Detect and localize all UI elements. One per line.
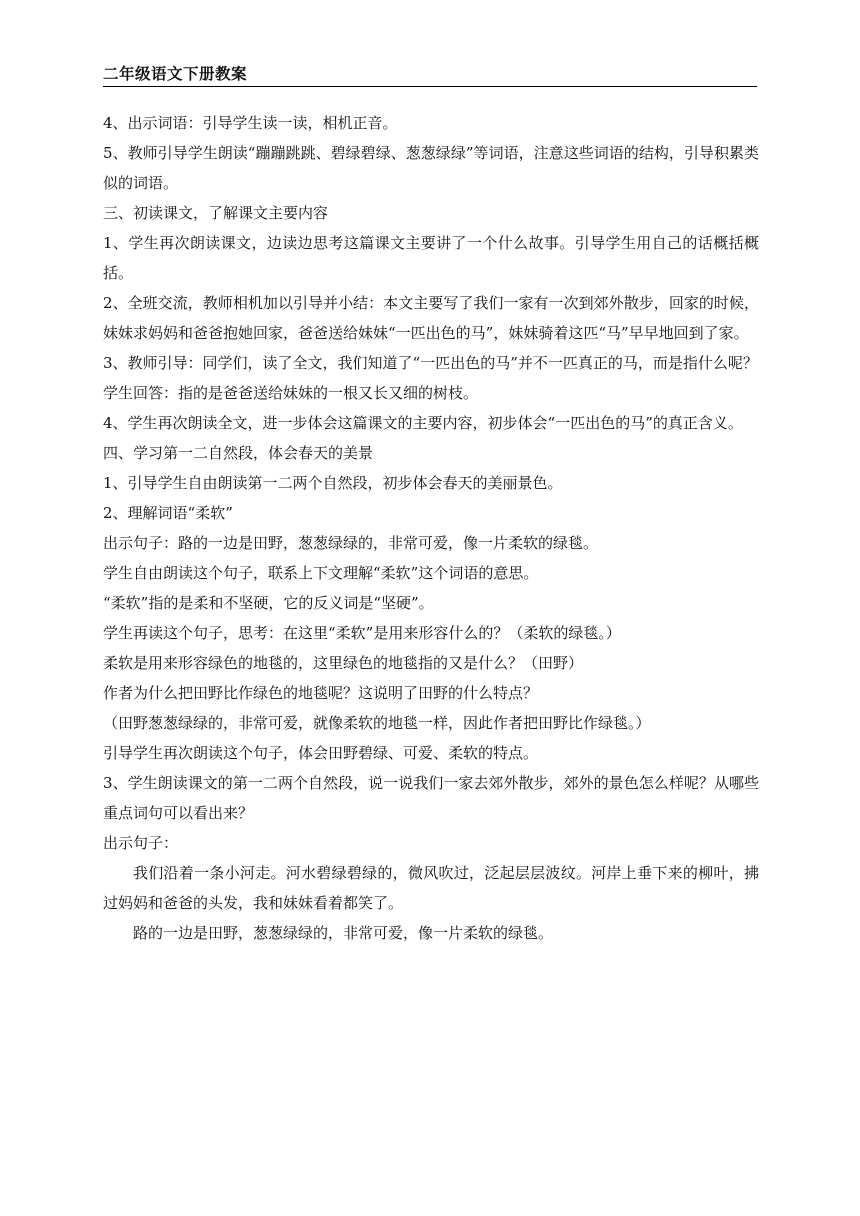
paragraph: 学生自由朗读这个句子，联系上下文理解“柔软”这个词语的意思。 <box>103 564 539 582</box>
paragraph: “柔软”指的是柔和不坚硬，它的反义词是“坚硬”。 <box>103 594 434 612</box>
paragraph: 3、学生朗读课文的第一二两个自然段，说一说我们一家去郊外散步，郊外的景色怎么样呢？从哪些重点词句可以看出来？ <box>103 774 759 822</box>
paragraph: 出示句子：路的一边是田野，葱葱绿绿的，非常可爱，像一片柔软的绿毯。 <box>103 534 599 552</box>
paragraph: 1、学生再次朗读课文，边读边思考这篇课文主要讲了一个什么故事。引导学生用自己的话概括概括。 <box>103 234 759 282</box>
paragraph: 柔软是用来形容绿色的地毯的，这里绿色的地毯指的又是什么？（田野） <box>103 654 584 672</box>
paragraph: （田野葱葱绿绿的，非常可爱，就像柔软的地毯一样，因此作者把田野比作绿毯。） <box>103 714 651 732</box>
paragraph: 1、引导学生自由朗读第一二两个自然段，初步体会春天的美丽景色。 <box>103 474 563 492</box>
page-header <box>103 60 757 87</box>
paragraph: 出示句子： <box>103 834 179 852</box>
paragraph: 学生再读这个句子，思考：在这里“柔软”是用来形容什么的？（柔软的绿毯。） <box>103 624 621 642</box>
paragraph: 学生回答：指的是爸爸送给妹妹的一根又长又细的树枝。 <box>103 384 479 402</box>
quoted-passage: 路的一边是田野，葱葱绿绿的，非常可爱，像一片柔软的绿毯。 <box>133 924 554 942</box>
quoted-passage: 我们沿着一条小河走。河水碧绿碧绿的，微风吹过，泛起层层波纹。河岸上垂下来的柳叶，拂过妈妈和爸爸的头发，我和妹妹看着都笑了。 <box>103 864 759 912</box>
paragraph: 2、全班交流，教师相机加以引导并小结：本文主要写了我们一家有一次到郊外散步，回家的时候，妹妹求妈妈和爸爸抱她回家，爸爸送给妹妹“一匹出色的马”，妹妹骑着这匹“马”早早地回到了家。 <box>103 294 759 342</box>
lesson-content <box>103 108 759 948</box>
section-heading: 四、学习第一二自然段，体会春天的美景 <box>103 444 374 462</box>
paragraph: 5、教师引导学生朗读“蹦蹦跳跳、碧绿碧绿、葱葱绿绿”等词语，注意这些词语的结构，引导积累类似的词语。 <box>103 144 759 192</box>
paragraph: 2、理解词语“柔软” <box>103 504 233 522</box>
paragraph: 引导学生再次朗读这个句子，体会田野碧绿、可爱、柔软的特点。 <box>103 744 539 762</box>
paragraph: 作者为什么把田野比作绿色的地毯呢？这说明了田野的什么特点？ <box>103 684 539 702</box>
header-title: 二年级语文下册教案 <box>103 65 248 83</box>
section-heading: 三、初读课文，了解课文主要内容 <box>103 204 329 222</box>
paragraph: 4、出示词语：引导学生读一读，相机正音。 <box>103 114 398 132</box>
paragraph: 3、教师引导：同学们，读了全文，我们知道了“一匹出色的马”并不一匹真正的马，而是指什么呢？ <box>103 354 758 372</box>
paragraph: 4、学生再次朗读全文，进一步体会这篇课文的主要内容，初步体会“一匹出色的马”的真正含义。 <box>103 414 743 432</box>
